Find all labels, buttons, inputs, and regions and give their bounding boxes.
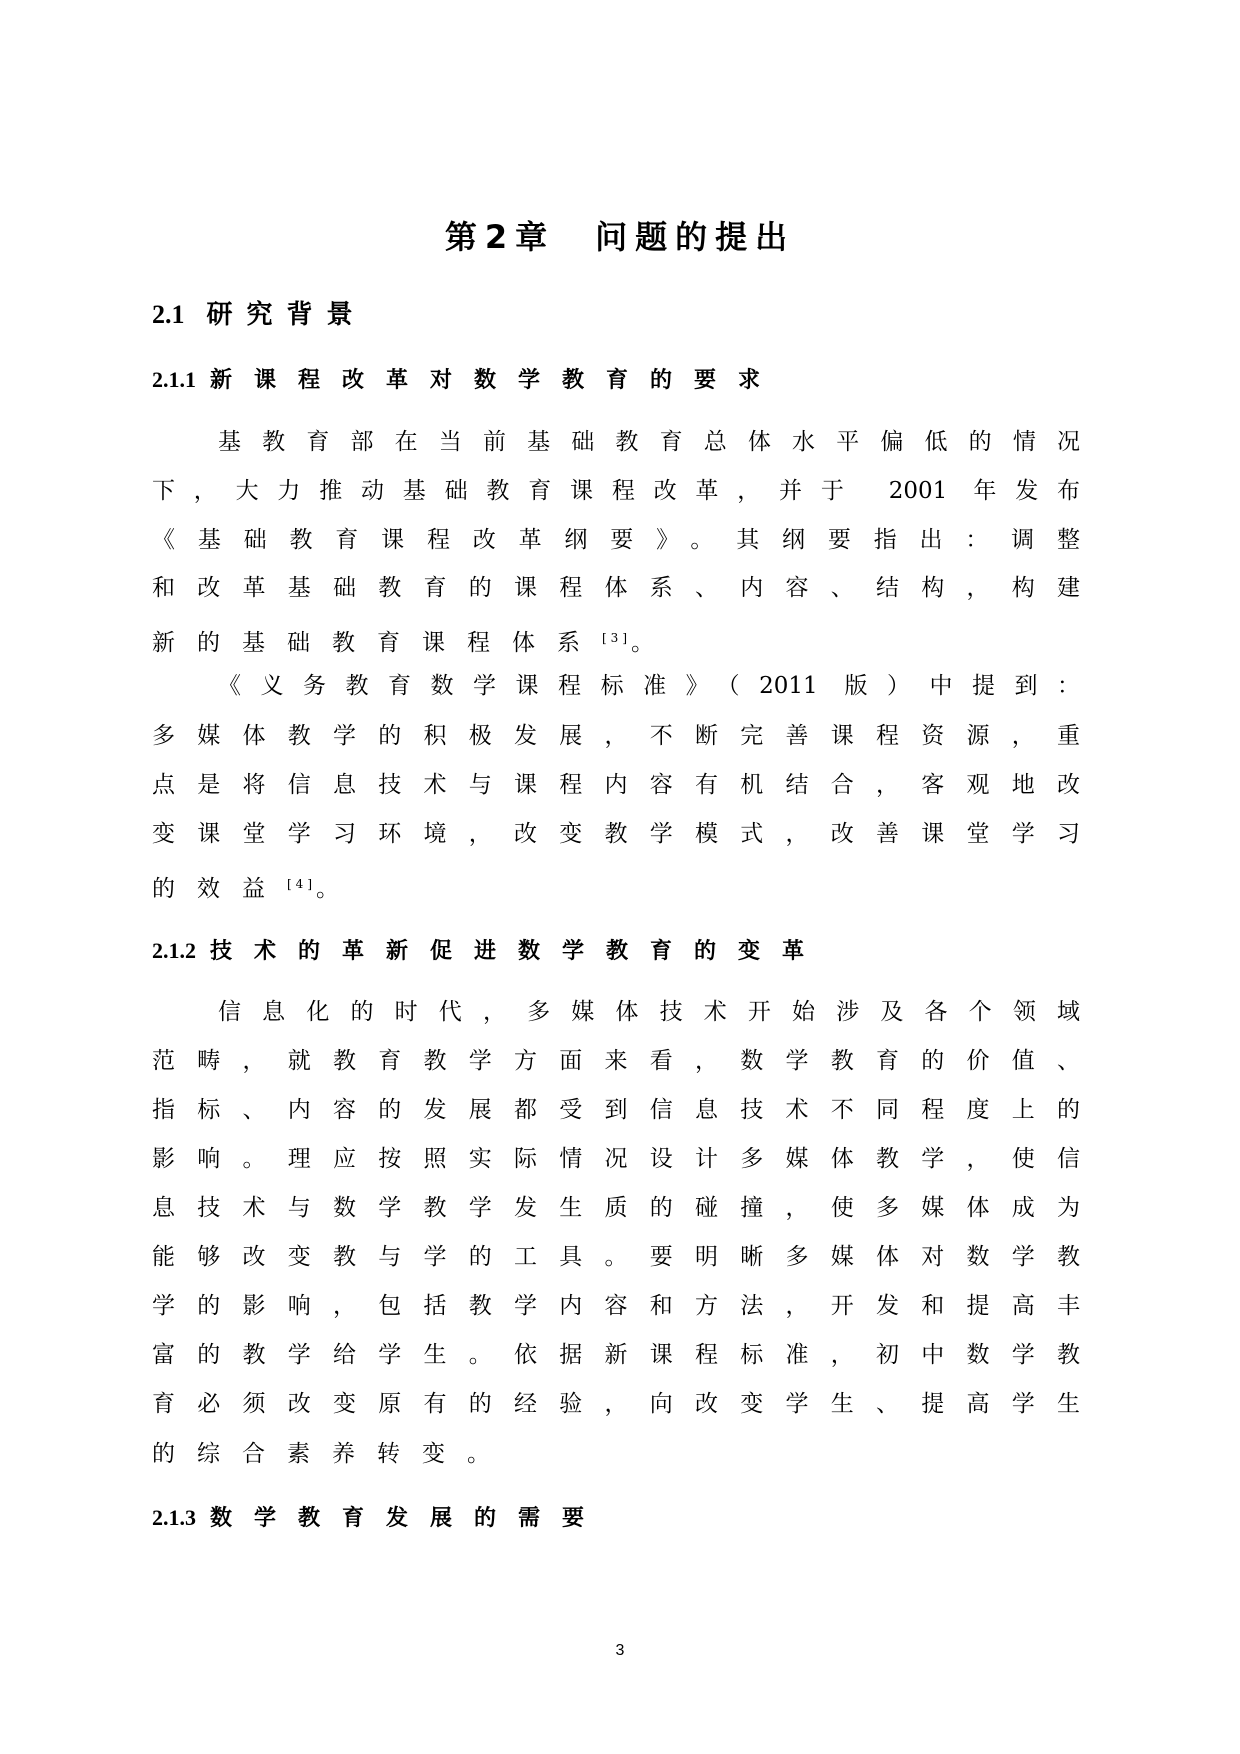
citation: [4] xyxy=(287,877,316,891)
paragraph-line: 和改革基础教育的课程体系、内容、结构，构建 xyxy=(152,575,1080,601)
subsection-title: 技术的革新促进数学教育的变革 xyxy=(210,939,827,964)
paragraph-line: 富的教学给学生。依据新课程标准，初中数学教 xyxy=(152,1342,1080,1368)
section-heading xyxy=(152,294,367,331)
subsection-number: 2.1.1 xyxy=(152,367,196,392)
paragraph-line: 学的影响，包括教学内容和方法，开发和提高丰 xyxy=(152,1293,1080,1319)
paragraph-line: 下，大力推动基础教育课程改革，并于 2001 年发布 xyxy=(152,478,1080,504)
paragraph-line: 指标、内容的发展都受到信息技术不同程度上的 xyxy=(152,1097,1080,1123)
section-title: 研究背景 xyxy=(206,300,367,330)
paragraph-line: 多媒体教学的积极发展，不断完善课程资源，重 xyxy=(152,723,1080,749)
chapter-title xyxy=(0,212,1240,258)
subsection-number: 2.1.2 xyxy=(152,938,196,963)
citation: [3] xyxy=(602,631,631,645)
paragraph-line: 范畴，就教育教学方面来看，数学教育的价值、 xyxy=(152,1048,1080,1074)
line-text: 的效益 xyxy=(152,876,287,902)
paragraph-line: 《基础教育课程改革纲要》。其纲要指出：调整 xyxy=(152,527,1080,553)
line-end: 。 xyxy=(631,630,676,656)
page-number: 3 xyxy=(615,1642,625,1659)
subsection-number: 2.1.3 xyxy=(152,1505,196,1530)
paragraph-line: 基教育部在当前基础教育总体水平偏低的情况 xyxy=(218,429,1080,455)
subsection-title: 新课程改革对数学教育的要求 xyxy=(210,368,783,393)
paragraph-line: 息技术与数学教学发生质的碰撞，使多媒体成为 xyxy=(152,1195,1080,1221)
subsection-title: 数学教育发展的需要 xyxy=(210,1506,607,1531)
chapter-number: 第2章 xyxy=(444,218,556,256)
subsection-heading-3 xyxy=(152,1501,606,1532)
line-text: 新的基础教育课程体系 xyxy=(152,630,602,656)
paragraph-line: 影响。理应按照实际情况设计多媒体教学，使信 xyxy=(152,1146,1080,1172)
paragraph-line: 点是将信息技术与课程内容有机结合，客观地改 xyxy=(152,772,1080,798)
chapter-title-text: 问题的提出 xyxy=(595,218,796,256)
paragraph-line: 变课堂学习环境，改变教学模式，改善课堂学习 xyxy=(152,821,1080,847)
subsection-heading-1 xyxy=(152,363,782,394)
paragraph-line xyxy=(152,623,676,658)
section-number: 2.1 xyxy=(152,300,185,329)
paragraph-line: 能够改变教与学的工具。要明晰多媒体对数学教 xyxy=(152,1244,1080,1270)
paragraph-line: 的综合素养转变。 xyxy=(152,1441,512,1467)
paragraph-line xyxy=(152,869,361,904)
paragraph-line: 育必须改变原有的经验，向改变学生、提高学生 xyxy=(152,1391,1080,1417)
paragraph-line: 信息化的时代，多媒体技术开始涉及各个领域 xyxy=(218,999,1080,1025)
paragraph-line: 《义务教育数学课程标准》（2011 版）中提到： xyxy=(218,673,1080,699)
subsection-heading-2 xyxy=(152,934,826,965)
line-end: 。 xyxy=(316,876,361,902)
